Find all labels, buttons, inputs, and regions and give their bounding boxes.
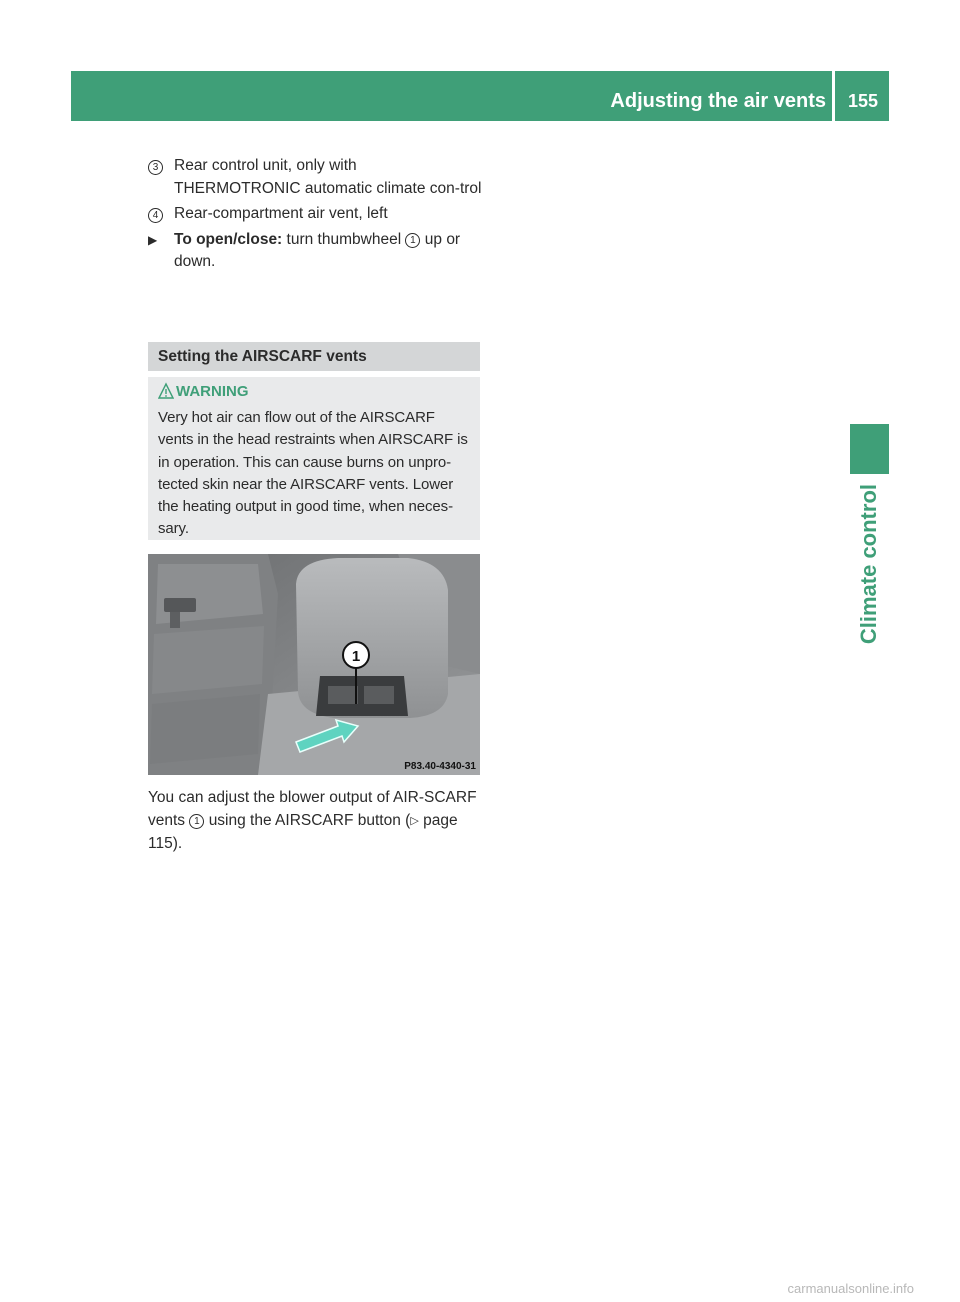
watermark: carmanualsonline.info <box>787 1281 914 1296</box>
instruction-label: To open/close: <box>174 230 283 248</box>
chapter-tab-label: Climate control <box>856 484 881 645</box>
instruction-text-end: up or down. <box>174 230 461 270</box>
figure-code: P83.40-4340-31 <box>404 761 476 772</box>
arrow-icon: ▶ <box>148 232 158 247</box>
list-item-text: Rear-compartment air vent, left <box>174 205 388 222</box>
page-ref-arrow-icon: ▷ <box>410 814 419 827</box>
instruction-step <box>148 229 482 274</box>
seat-headrest-image <box>148 554 480 775</box>
warning-box <box>148 377 480 540</box>
chapter-tab-marker <box>850 424 889 474</box>
legend-marker: 4 <box>148 203 170 226</box>
section-heading: Setting the AIRSCARF vents <box>148 342 480 371</box>
list-item-text: Rear control unit, only with THERMOTRONIC automatic climate con-trol <box>174 157 482 197</box>
page-reference-link[interactable]: page 115 <box>148 811 458 852</box>
airscarf-vent-illustration <box>148 554 480 775</box>
figure-callout: 1 <box>351 648 361 665</box>
header-divider <box>832 71 835 121</box>
legend-list <box>148 155 482 274</box>
warning-triangle-icon <box>158 382 174 400</box>
page-number: 155 <box>847 91 879 111</box>
callout-marker: 1 <box>405 233 420 248</box>
callout-marker: 1 <box>189 814 204 829</box>
list-item <box>148 203 482 226</box>
body-paragraph: You can adjust the blower output of AIR-SCARF vents 1 using the AIRSCARF button (▷ page 115). <box>148 789 477 852</box>
legend-marker: 3 <box>148 155 170 178</box>
instruction-text: turn thumbwheel <box>286 230 402 248</box>
page-title: Adjusting the air vents <box>610 90 826 112</box>
warning-text: Very hot air can flow out of the AIRSCARF vents in the head restraints when AIRSCARF is in operation. This can cause burns on unpro-tected skin near the AIRSCARF vents. Lower the heating output in good time, when neces-sary. <box>158 409 468 538</box>
warning-title: WARNING <box>158 381 470 403</box>
list-item <box>148 155 482 200</box>
